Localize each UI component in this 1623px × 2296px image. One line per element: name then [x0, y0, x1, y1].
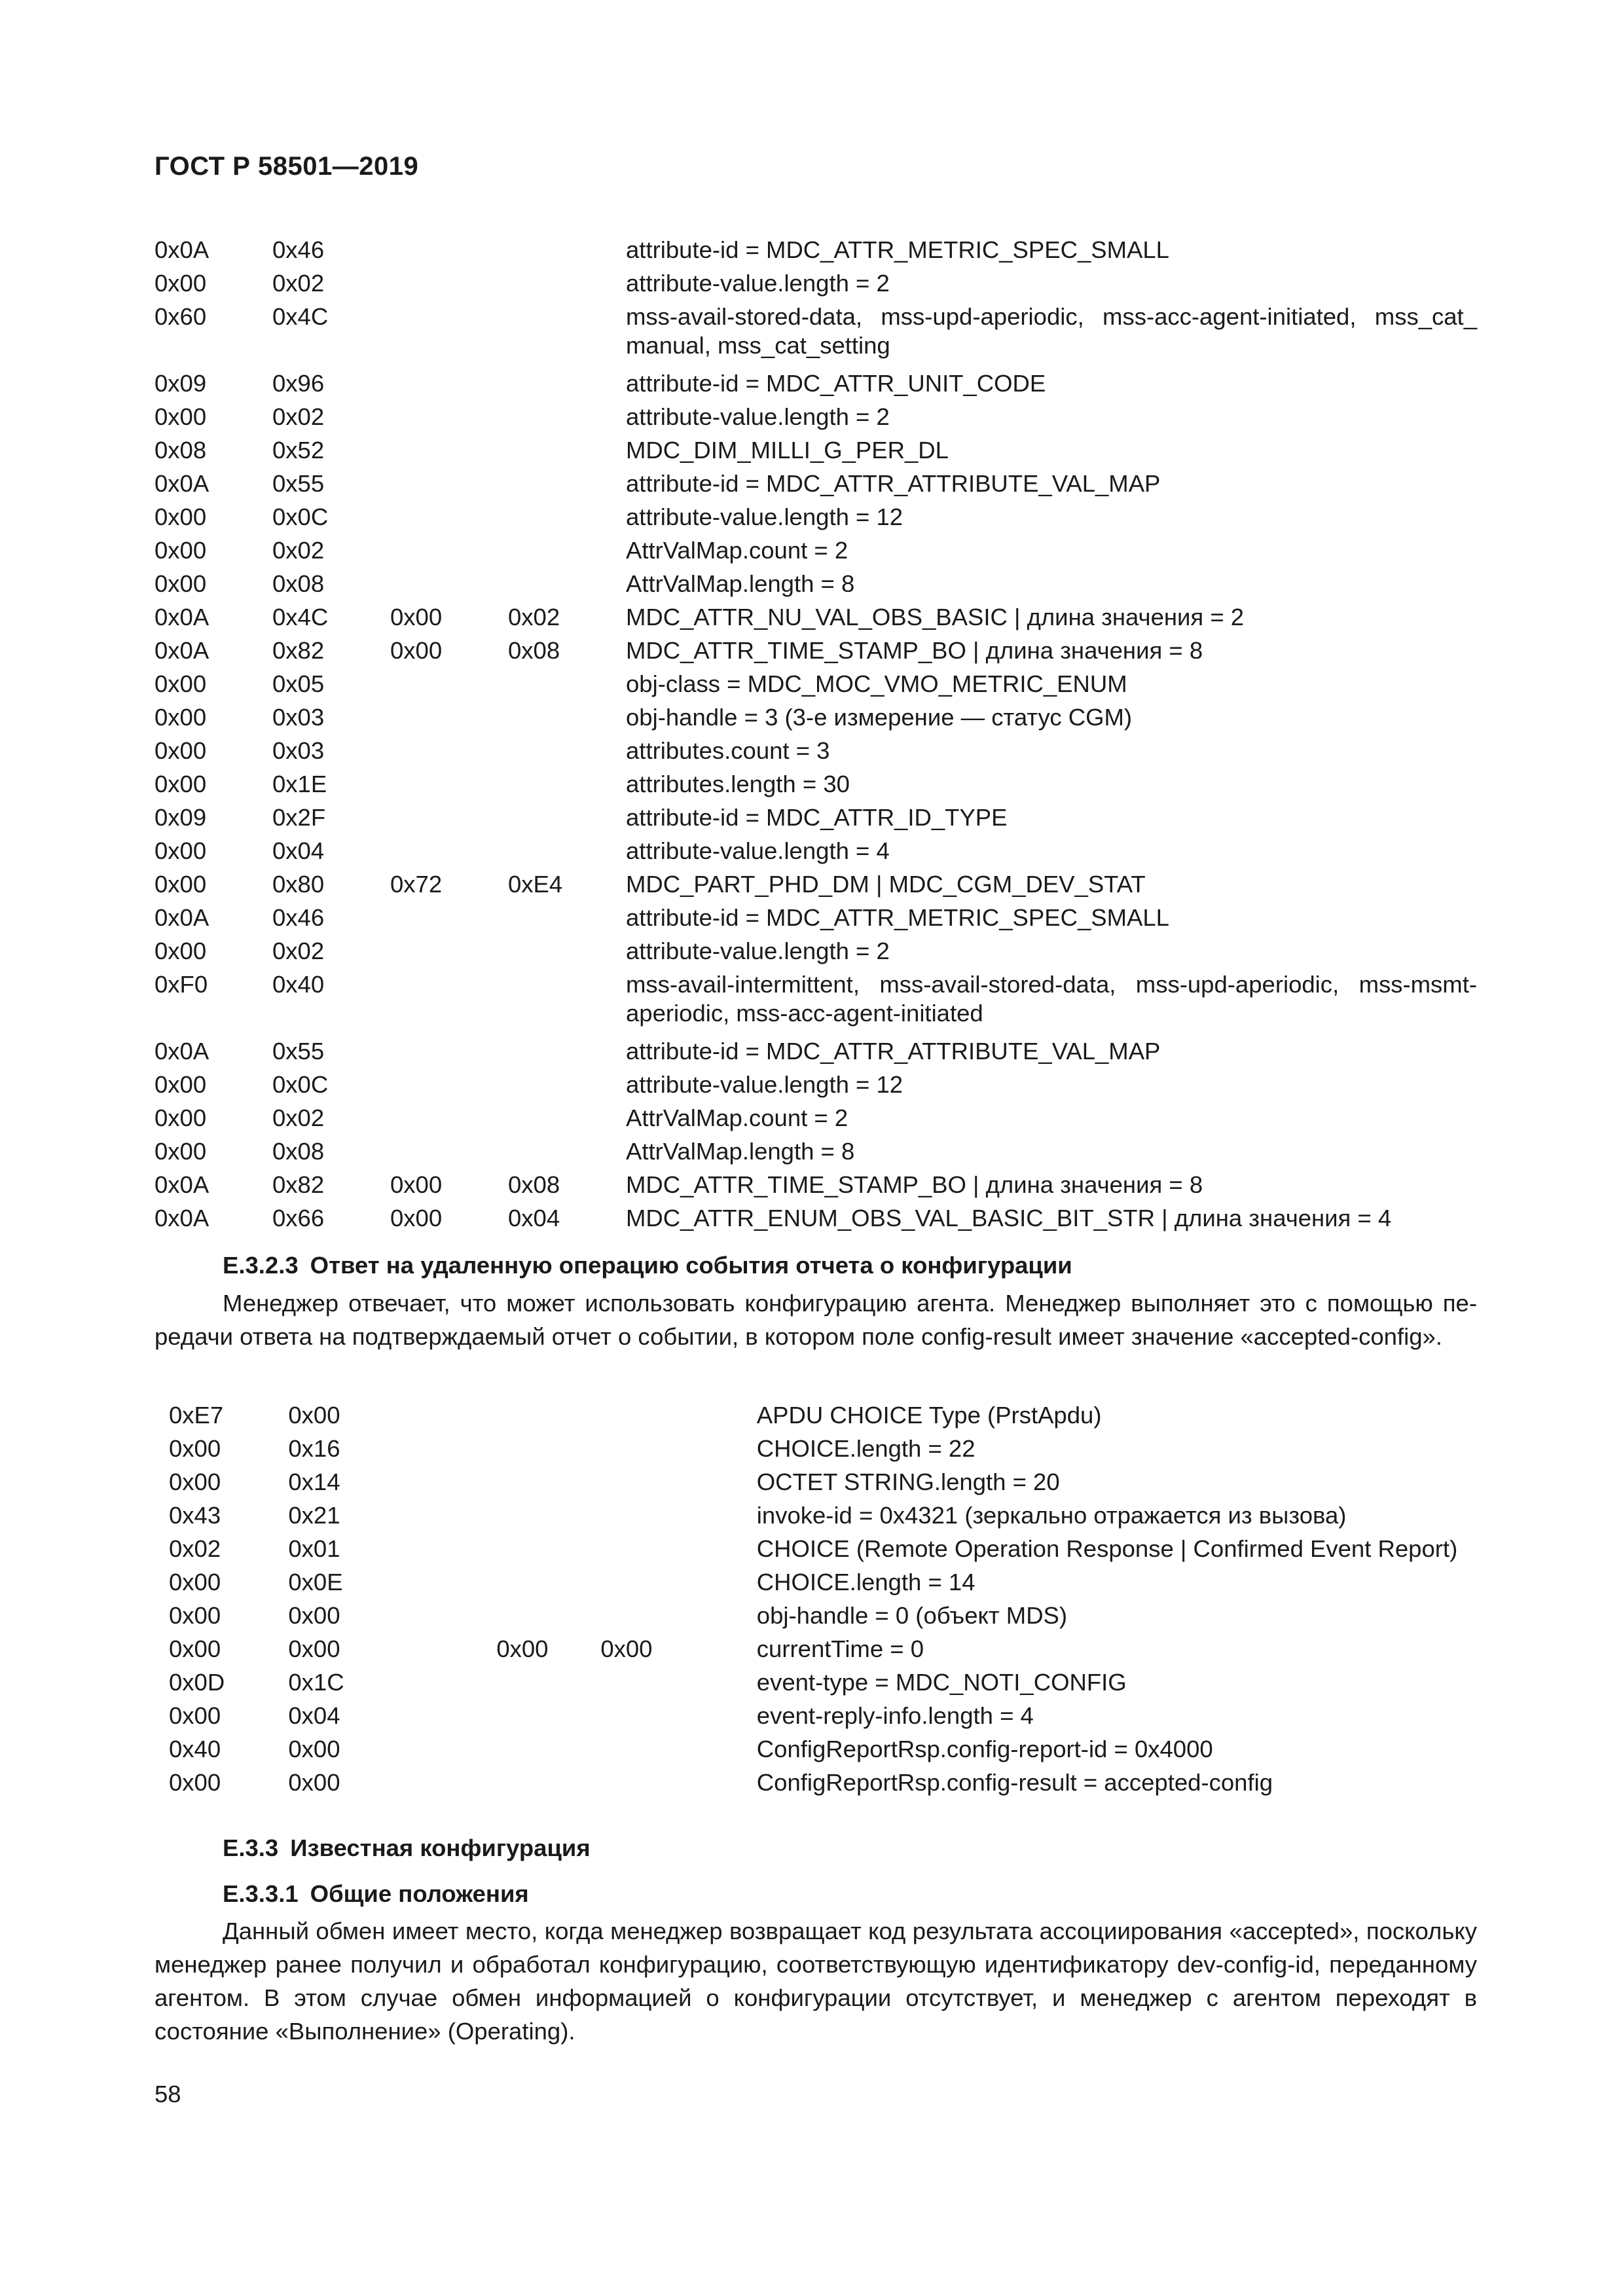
hex-byte-cell: 0x02 [508, 604, 560, 630]
description-cell: attribute-id = MDC_ATTR_UNIT_CODE [626, 370, 1046, 397]
hex-byte-cell: 0x00 [288, 1769, 340, 1796]
description-cell: event-type = MDC_NOTI_CONFIG [756, 1669, 1127, 1696]
hex-byte-cell: 0x00 [155, 938, 207, 964]
section-title: Ответ на удаленную операцию события отчета о конфигурации [310, 1252, 1072, 1279]
table-row [155, 937, 1477, 970]
section-title: Известная конфигурация [290, 1834, 591, 1861]
hex-byte-cell: 0x43 [169, 1502, 221, 1529]
description-cell: mss-avail-stored-data, mss-upd-aperiodic, mss-acc-agent-initiated, mss_cat_ manual, mss_cat_setting [626, 303, 1477, 359]
hex-byte-cell: 0xE4 [508, 871, 563, 898]
hex-byte-cell: 0x00 [288, 1736, 340, 1762]
table-row [169, 1468, 1491, 1501]
description-cell: AttrValMap.length = 8 [626, 1138, 855, 1165]
hex-byte-cell: 0x0A [155, 1038, 210, 1065]
hex-byte-cell: 0x0A [155, 637, 210, 664]
description-cell: ConfigReportRsp.config-report-id = 0x4000 [756, 1736, 1213, 1762]
table-row [155, 403, 1477, 436]
hex-byte-cell: 0x00 [155, 403, 207, 430]
hex-byte-cell: 0x09 [155, 370, 207, 397]
description-cell: attributes.length = 30 [626, 771, 850, 797]
hex-byte-cell: 0x01 [288, 1535, 340, 1562]
description-cell: CHOICE.length = 14 [756, 1569, 976, 1595]
hex-byte-cell: 0x03 [272, 704, 325, 731]
table-row [155, 536, 1477, 570]
hex-byte-cell: 0x00 [496, 1635, 549, 1662]
hex-byte-cell: 0x00 [155, 837, 207, 864]
table-row [169, 1635, 1491, 1668]
table-row [155, 970, 1477, 1037]
hex-byte-cell: 0x02 [272, 938, 325, 964]
hex-byte-cell: 0x00 [390, 1205, 443, 1231]
description-cell: AttrValMap.count = 2 [626, 1104, 848, 1131]
description-cell: obj-handle = 0 (объект MDS) [756, 1602, 1068, 1629]
description-cell: attribute-id = MDC_ATTR_ATTRIBUTE_VAL_MAP [626, 1038, 1161, 1065]
table-row [155, 703, 1477, 737]
table-row [155, 603, 1477, 636]
hex-byte-cell: 0x1C [288, 1669, 344, 1696]
description-cell: CHOICE.length = 22 [756, 1435, 976, 1462]
description-cell: mss-avail-intermittent, mss-avail-stored-data, mss-upd-aperiodic, mss-msmt-aperiodic, mss-acc-agent-initiated [626, 971, 1477, 1027]
table-row [169, 1702, 1491, 1735]
section-number: Е.3.2.3 [223, 1252, 299, 1279]
hex-byte-cell: 0x00 [155, 503, 207, 530]
hex-byte-cell: 0x00 [155, 1104, 207, 1131]
hex-byte-cell: 0x66 [272, 1205, 325, 1231]
table-row [155, 870, 1477, 903]
hex-byte-cell: 0x55 [272, 1038, 325, 1065]
hex-byte-cell: 0x00 [155, 670, 207, 697]
hex-byte-cell: 0x00 [169, 1635, 221, 1662]
description-cell: attribute-value.length = 2 [626, 403, 890, 430]
hex-byte-cell: 0x1E [272, 771, 327, 797]
table-row [169, 1768, 1491, 1802]
table-row [155, 770, 1477, 803]
table-row [155, 369, 1477, 403]
description-cell: attribute-id = MDC_ATTR_ATTRIBUTE_VAL_MAP [626, 470, 1161, 497]
hex-byte-cell: 0x00 [155, 737, 207, 764]
description-cell: attribute-id = MDC_ATTR_METRIC_SPEC_SMALL [626, 236, 1169, 263]
description-cell: AttrValMap.length = 8 [626, 570, 855, 597]
description-cell: attributes.count = 3 [626, 737, 830, 764]
description-cell: CHOICE (Remote Operation Response | Confirmed Event Report) [756, 1535, 1458, 1562]
hex-byte-cell: 0x4C [272, 604, 329, 630]
table-row [155, 1070, 1477, 1104]
table-row [155, 570, 1477, 603]
description-cell: attribute-value.length = 12 [626, 503, 903, 530]
description-cell: attribute-id = MDC_ATTR_METRIC_SPEC_SMALL [626, 904, 1169, 931]
section-title: Общие положения [310, 1880, 529, 1907]
hex-byte-cell: 0x72 [390, 871, 443, 898]
description-cell: MDC_PART_PHD_DM | MDC_CGM_DEV_STAT [626, 871, 1146, 898]
hex-byte-cell: 0x02 [272, 537, 325, 564]
hex-byte-cell: 0x00 [390, 1171, 443, 1198]
hex-byte-cell: 0x60 [155, 303, 207, 330]
hex-byte-cell: 0x0A [155, 1205, 210, 1231]
document-header: ГОСТ Р 58501—2019 [155, 152, 419, 181]
hex-byte-cell: 0x0A [155, 1171, 210, 1198]
hex-byte-cell: 0x96 [272, 370, 325, 397]
table-row [169, 1735, 1491, 1768]
table-row [155, 236, 1477, 269]
table-row [169, 1668, 1491, 1702]
hex-byte-cell: 0x00 [155, 1071, 207, 1098]
table-row [155, 302, 1477, 369]
hex-byte-cell: 0x21 [288, 1502, 340, 1529]
description-cell: event-reply-info.length = 4 [756, 1702, 1034, 1729]
table-row [169, 1401, 1491, 1434]
table-row [155, 903, 1477, 937]
table-row [155, 1204, 1477, 1237]
table-row [155, 670, 1477, 703]
section-heading-e331 [223, 1880, 529, 1908]
table-row [155, 436, 1477, 469]
table-row [169, 1501, 1491, 1535]
hex-byte-cell: 0x00 [390, 637, 443, 664]
hex-byte-cell: 0x0E [288, 1569, 343, 1595]
hex-byte-cell: 0x82 [272, 1171, 325, 1198]
hex-byte-cell: 0x00 [169, 1769, 221, 1796]
hex-byte-cell: 0x0A [155, 904, 210, 931]
hex-byte-cell: 0x0A [155, 604, 210, 630]
hex-byte-cell: 0x0C [272, 503, 329, 530]
hex-byte-cell: 0x46 [272, 904, 325, 931]
table-row [155, 636, 1477, 670]
hex-byte-cell: 0x00 [600, 1635, 653, 1662]
table-row [155, 469, 1477, 503]
hex-byte-cell: 0x00 [169, 1435, 221, 1462]
hex-byte-cell: 0x02 [272, 403, 325, 430]
section-paragraph-e323: Менеджер отвечает, что может использовать конфигурацию агента. Менеджер выполняет это с помощью передачи ответа на подтверждаемый отчет о событии, в котором поле config-result имеет значение «accepted-config». [155, 1290, 1477, 1350]
description-cell: OCTET STRING.length = 20 [756, 1468, 1060, 1495]
hex-byte-cell: 0x02 [169, 1535, 221, 1562]
hex-byte-cell: 0x14 [288, 1468, 340, 1495]
description-cell: attribute-id = MDC_ATTR_ID_TYPE [626, 804, 1008, 831]
section-heading-e33 [223, 1834, 591, 1862]
hex-byte-cell: 0x4C [272, 303, 329, 330]
section-paragraph-e331: Данный обмен имеет место, когда менеджер возвращает код результата ассоциирования «accepted», поскольку менеджер ранее получил и обработал конфигурацию, соответствующую идентификатору dev-config-id, переданному агентом. В этом случае обмен информацией о конфигурации отсутствует, и менеджер с агентом переходят в состояние «Выполнение» (Operating). [155, 1918, 1477, 2045]
hex-byte-cell: 0x0D [169, 1669, 225, 1696]
hex-byte-cell: 0x08 [508, 1171, 560, 1198]
description-cell: AttrValMap.count = 2 [626, 537, 848, 564]
section-number: Е.3.3.1 [223, 1880, 299, 1907]
hex-byte-cell: 0x82 [272, 637, 325, 664]
page-number: 58 [155, 2081, 181, 2107]
table-row [169, 1434, 1491, 1468]
hex-byte-cell: 0x0C [272, 1071, 329, 1098]
hex-byte-cell: 0x09 [155, 804, 207, 831]
hex-byte-cell: 0x52 [272, 437, 325, 464]
hex-byte-cell: 0x00 [169, 1702, 221, 1729]
description-cell: attribute-value.length = 12 [626, 1071, 903, 1098]
description-cell: attribute-value.length = 2 [626, 270, 890, 297]
description-cell: MDC_ATTR_NU_VAL_OBS_BASIC | длина значения = 2 [626, 604, 1245, 630]
table-row [155, 503, 1477, 536]
hex-byte-cell: 0x00 [169, 1468, 221, 1495]
hex-byte-cell: 0x04 [272, 837, 325, 864]
table-row [155, 1137, 1477, 1171]
hex-byte-cell: 0x55 [272, 470, 325, 497]
hex-byte-cell: 0xE7 [169, 1402, 224, 1429]
hex-byte-cell: 0x05 [272, 670, 325, 697]
description-cell: attribute-value.length = 2 [626, 938, 890, 964]
table-row [155, 837, 1477, 870]
hex-byte-cell: 0x04 [288, 1702, 340, 1729]
description-cell: MDC_ATTR_ENUM_OBS_VAL_BASIC_BIT_STR | длина значения = 4 [626, 1205, 1392, 1231]
hex-byte-cell: 0x0A [155, 236, 210, 263]
table-row [155, 1037, 1477, 1070]
hex-byte-cell: 0x00 [169, 1569, 221, 1595]
hex-byte-cell: 0x2F [272, 804, 326, 831]
hex-byte-cell: 0x08 [508, 637, 560, 664]
hex-byte-cell: 0x00 [169, 1602, 221, 1629]
section-number: Е.3.3 [223, 1834, 279, 1861]
section-heading-e323 [223, 1252, 1072, 1279]
table-row [169, 1601, 1491, 1635]
hex-byte-cell: 0x00 [155, 570, 207, 597]
hex-byte-cell: 0x00 [155, 704, 207, 731]
table-row [155, 1171, 1477, 1204]
description-cell: ConfigReportRsp.config-result = accepted-config [756, 1769, 1273, 1796]
table-row [155, 803, 1477, 837]
hex-byte-cell: 0x40 [272, 971, 325, 998]
description-cell: MDC_ATTR_TIME_STAMP_BO | длина значения = 8 [626, 637, 1203, 664]
hex-byte-cell: 0x80 [272, 871, 325, 898]
hex-byte-cell: 0x08 [272, 570, 325, 597]
hex-byte-cell: 0x04 [508, 1205, 560, 1231]
hex-byte-cell: 0x00 [155, 871, 207, 898]
table-row [155, 737, 1477, 770]
description-cell: invoke-id = 0x4321 (зеркально отражается из вызова) [756, 1502, 1347, 1529]
description-cell: APDU CHOICE Type (PrstApdu) [756, 1402, 1102, 1429]
table-row [169, 1568, 1491, 1601]
hex-byte-cell: 0x02 [272, 1104, 325, 1131]
table-row [155, 269, 1477, 302]
description-cell: MDC_ATTR_TIME_STAMP_BO | длина значения = 8 [626, 1171, 1203, 1198]
hex-byte-cell: 0x00 [155, 270, 207, 297]
description-cell: currentTime = 0 [756, 1635, 924, 1662]
hex-byte-cell: 0x03 [272, 737, 325, 764]
hex-byte-cell: 0x08 [272, 1138, 325, 1165]
hex-byte-cell: 0x16 [288, 1435, 340, 1462]
description-cell: obj-handle = 3 (3-е измерение — статус CGM) [626, 704, 1133, 731]
hex-byte-cell: 0x08 [155, 437, 207, 464]
hex-table-config-report [155, 236, 1477, 1237]
hex-byte-cell: 0x00 [155, 1138, 207, 1165]
hex-table-config-response [169, 1401, 1491, 1802]
hex-byte-cell: 0xF0 [155, 971, 208, 998]
hex-byte-cell: 0x00 [288, 1402, 340, 1429]
hex-byte-cell: 0x00 [288, 1635, 340, 1662]
description-cell: obj-class = MDC_MOC_VMO_METRIC_ENUM [626, 670, 1127, 697]
hex-byte-cell: 0x40 [169, 1736, 221, 1762]
hex-byte-cell: 0x00 [155, 771, 207, 797]
hex-byte-cell: 0x0A [155, 470, 210, 497]
description-cell: attribute-value.length = 4 [626, 837, 890, 864]
hex-byte-cell: 0x00 [288, 1602, 340, 1629]
hex-byte-cell: 0x46 [272, 236, 325, 263]
table-row [155, 1104, 1477, 1137]
table-row [169, 1535, 1491, 1568]
hex-byte-cell: 0x00 [155, 537, 207, 564]
description-cell: MDC_DIM_MILLI_G_PER_DL [626, 437, 949, 464]
hex-byte-cell: 0x00 [390, 604, 443, 630]
hex-byte-cell: 0x02 [272, 270, 325, 297]
